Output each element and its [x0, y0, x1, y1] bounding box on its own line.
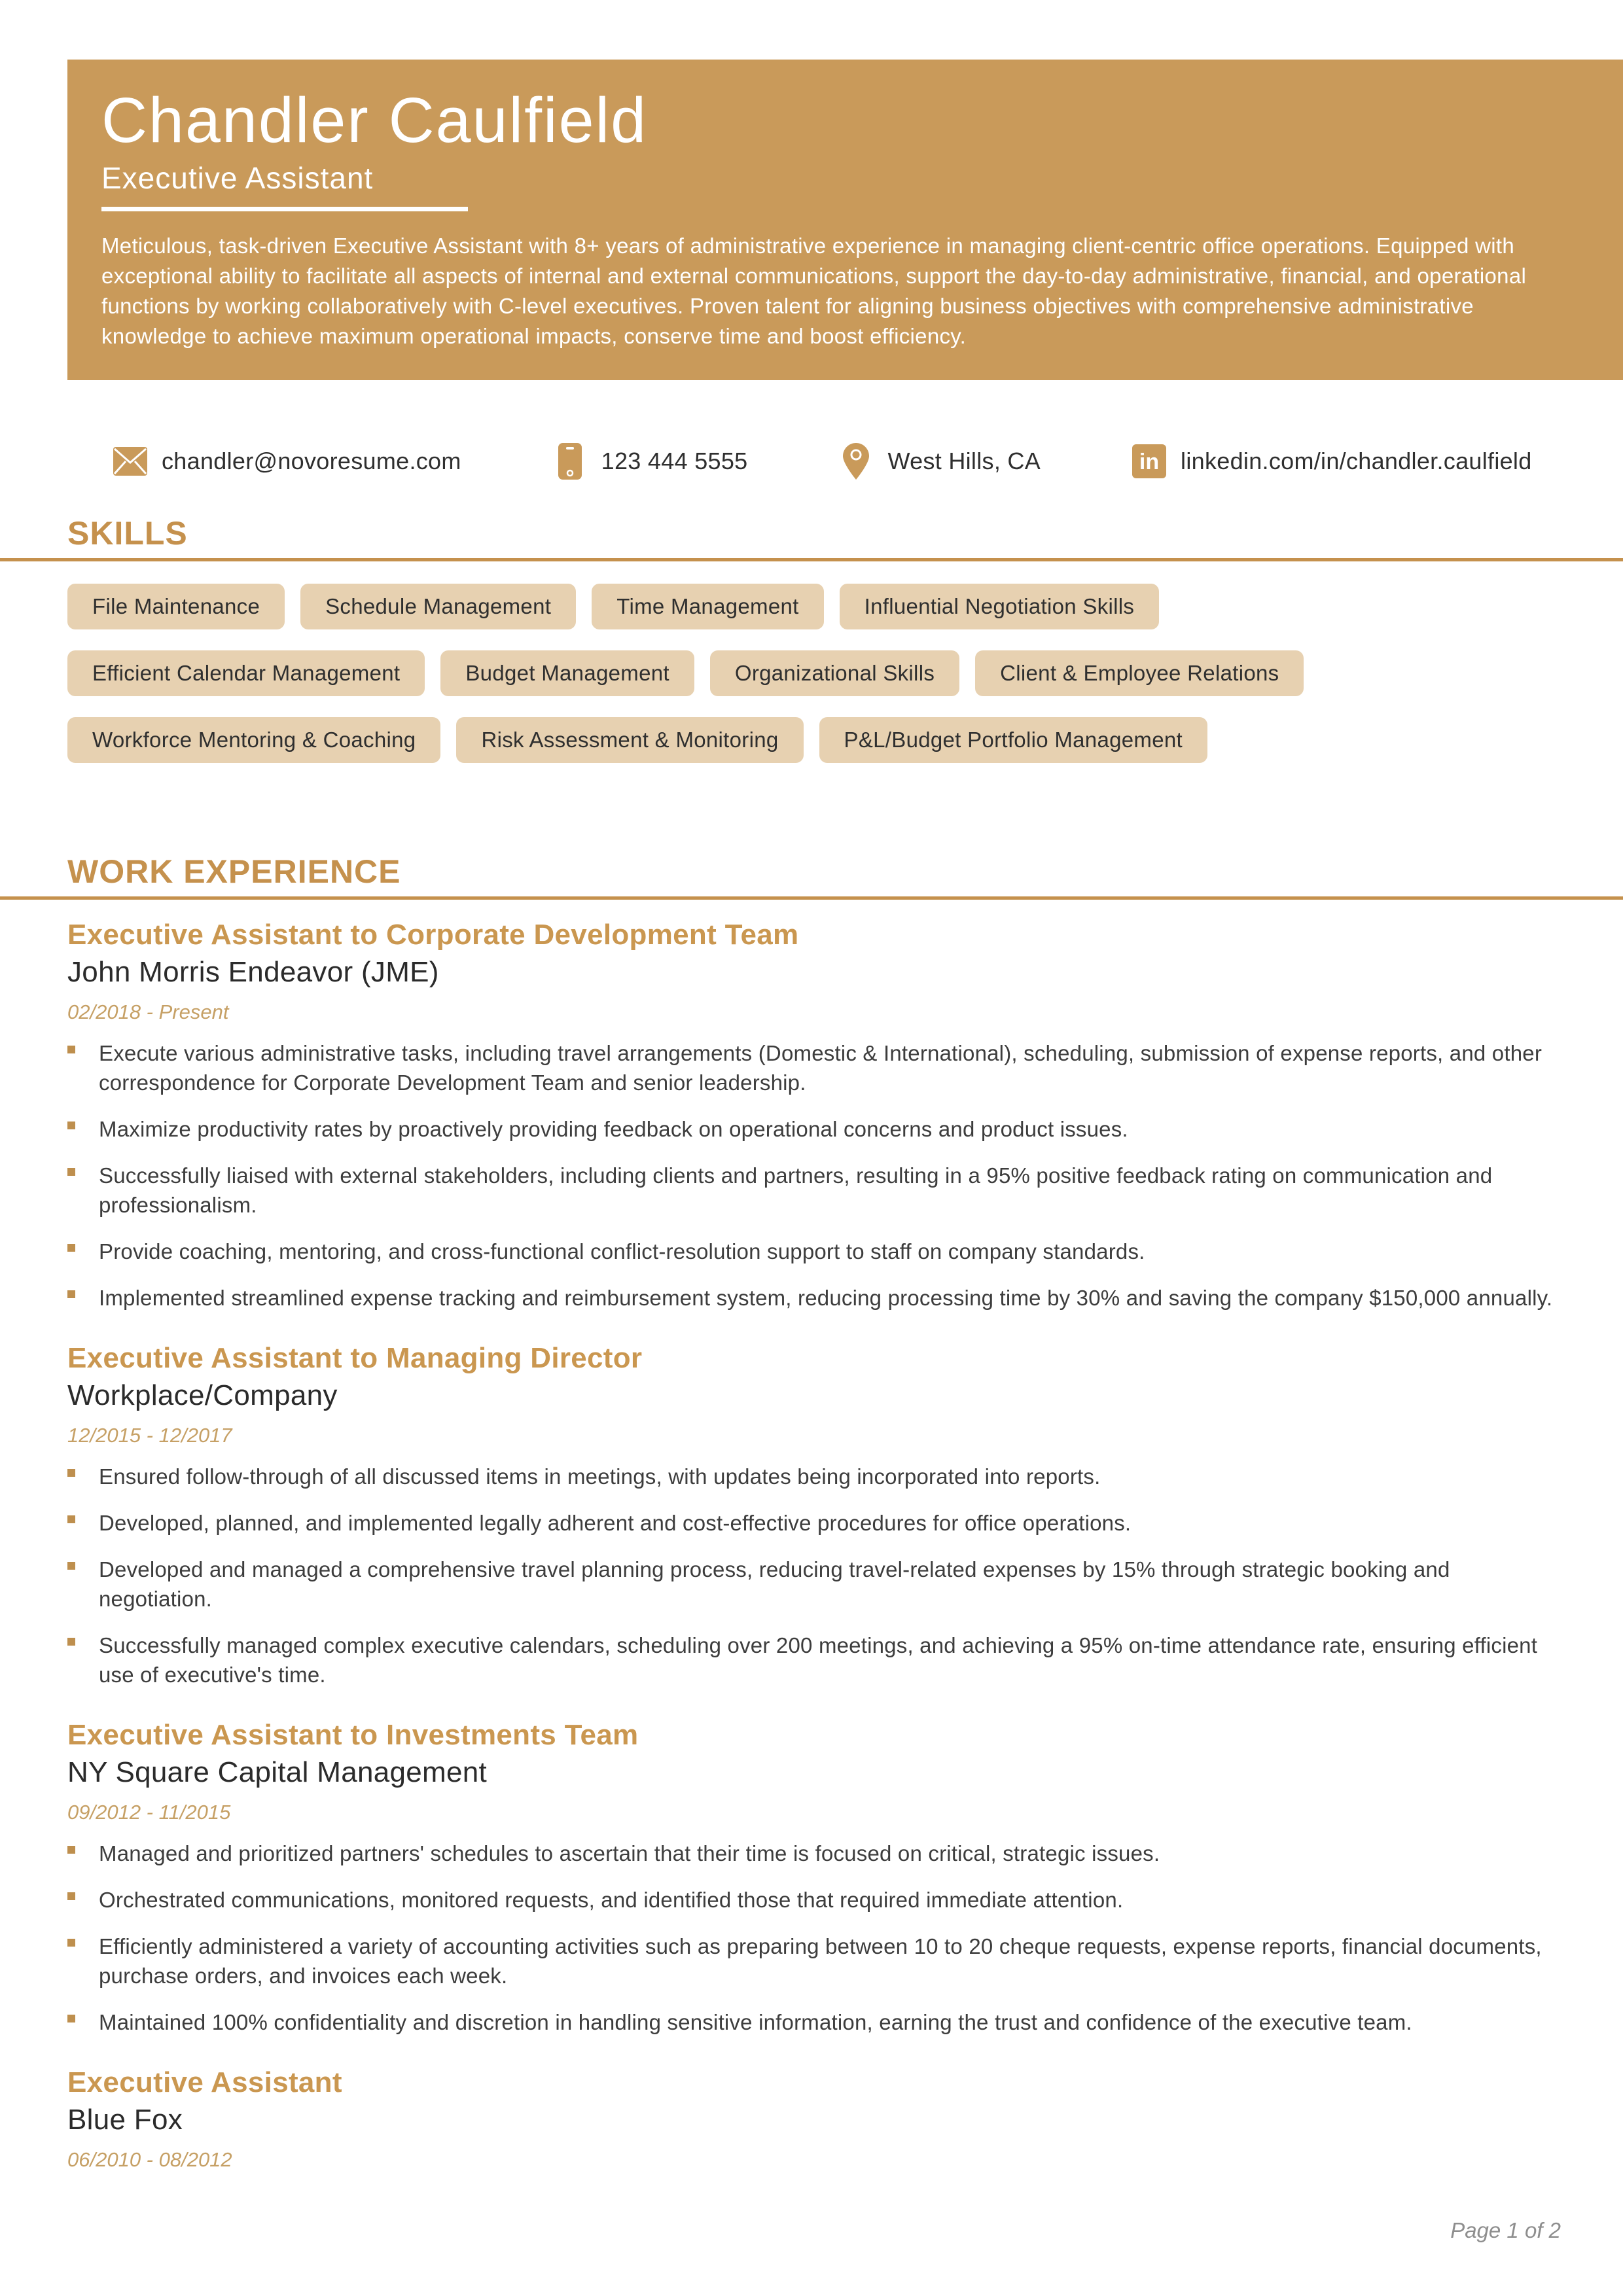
contact-linkedin-text: linkedin.com/in/chandler.caulfield [1181, 448, 1532, 474]
square-bullet-icon [67, 1939, 75, 1947]
skills-section [67, 515, 1564, 763]
job-title: Executive Assistant to Investments Team [67, 1719, 639, 1751]
skills-heading: SKILLS [67, 515, 188, 552]
skills-rule [0, 558, 1623, 561]
company-name: Blue Fox [67, 2104, 183, 2136]
contact-email[interactable] [113, 444, 461, 478]
date-range: 02/2018 - Present [67, 1000, 229, 1023]
skill-pill: Efficient Calendar Management [67, 650, 425, 696]
contact-linkedin[interactable] [1132, 444, 1532, 478]
skill-pill: P&L/Budget Portfolio Management [819, 717, 1207, 763]
job-bullet-text: Implemented streamlined expense tracking and reimbursement system, reducing processing time by 30% and saving the company $150,000 annually. [99, 1286, 1553, 1310]
contact-phone-text: 123 444 5555 [601, 448, 748, 474]
phone-icon [553, 444, 587, 478]
job-bullet-text: Developed, planned, and implemented legally adherent and cost-effective procedures for office operations. [99, 1511, 1132, 1535]
skill-pill: Organizational Skills [710, 650, 959, 696]
square-bullet-icon [67, 1168, 75, 1176]
job-bullet [67, 1161, 1564, 1220]
skill-pill: Time Management [592, 584, 823, 629]
skills-list [67, 584, 1566, 763]
job-bullet [67, 1839, 1564, 1868]
svg-text:in: in [1139, 450, 1160, 474]
job-bullet [67, 1885, 1564, 1915]
date-range: 12/2015 - 12/2017 [67, 1424, 232, 1447]
square-bullet-icon [67, 1846, 75, 1854]
job-bullet [67, 1038, 1564, 1097]
job-bullet-text: Provide coaching, mentoring, and cross-functional conflict-resolution support to staff on company standards. [99, 1239, 1145, 1263]
job-bullet-text: Successfully liaised with external stakeholders, including clients and partners, resulting in a 95% positive feedback rating on communication and professionalism. [99, 1163, 1493, 1217]
job-entry [67, 918, 1564, 1313]
person-job-title: Executive Assistant [101, 161, 374, 195]
job-title: Executive Assistant to Managing Director [67, 1342, 643, 1374]
date-range: 06/2010 - 08/2012 [67, 2148, 232, 2171]
job-title: Executive Assistant to Corporate Development Team [67, 919, 799, 951]
contact-location-text: West Hills, CA [887, 448, 1041, 474]
profile-summary: Meticulous, task-driven Executive Assistant with 8+ years of administrative experience in managing client-centric office operations. Equipped with exceptional ability to facilitate all aspects of internal and external communications, support the day-to-day administrative, financial, and operational functions by working collaboratively with C-level executives. Proven talent for aligning business objectives with comprehensive administrative knowledge to achieve maximum operational impacts, conserve time and boost efficiency. [101, 234, 1527, 348]
skill-pill: File Maintenance [67, 584, 285, 629]
job-bullet-text: Ensured follow-through of all discussed items in meetings, with updates being incorporated into reports. [99, 1464, 1101, 1489]
job-bullet [67, 2007, 1564, 2037]
job-bullet-list [67, 1839, 1564, 2037]
job-bullet [67, 1508, 1564, 1538]
skills-row [67, 584, 1566, 629]
company-name: Workplace/Company [67, 1379, 338, 1411]
skill-pill: Client & Employee Relations [975, 650, 1304, 696]
job-bullet [67, 1462, 1564, 1491]
square-bullet-icon [67, 1638, 75, 1646]
page-number: Page 1 of 2 [1450, 2218, 1561, 2242]
location-pin-icon [839, 444, 873, 478]
contact-phone [553, 444, 748, 478]
job-bullet-text: Managed and prioritized partners' schedules to ascertain that their time is focused on critical, strategic issues. [99, 1841, 1160, 1865]
job-bullet-text: Maintained 100% confidentiality and discretion in handling sensitive information, earning the trust and confidence of the executive team. [99, 2010, 1412, 2034]
job-title: Executive Assistant [67, 2066, 342, 2098]
job-bullet [67, 1114, 1564, 1144]
job-bullet [67, 1283, 1564, 1313]
work-experience-heading: WORK EXPERIENCE [67, 853, 401, 890]
job-bullet-text: Maximize productivity rates by proactively providing feedback on operational concerns and product issues. [99, 1117, 1128, 1141]
square-bullet-icon [67, 1892, 75, 1900]
contact-location [839, 444, 1041, 478]
job-entry [67, 1341, 1564, 1689]
job-bullet [67, 1631, 1564, 1689]
job-bullet-text: Orchestrated communications, monitored requests, and identified those that required immediate attention. [99, 1888, 1124, 1912]
job-bullet-text: Successfully managed complex executive calendars, scheduling over 200 meetings, and achieving a 95% on-time attendance rate, ensuring efficient use of executive's time. [99, 1633, 1538, 1687]
job-bullet [67, 1555, 1564, 1614]
work-experience-section [67, 853, 1564, 2173]
skills-row [67, 650, 1566, 696]
job-bullet-text: Efficiently administered a variety of accounting activities such as preparing between 10 to 20 cheque requests, expense reports, financial documents, purchase orders, and invoices each week. [99, 1934, 1542, 1988]
person-name: Chandler Caulfield [101, 84, 648, 156]
company-name: John Morris Endeavor (JME) [67, 956, 439, 988]
contact-email-text: chandler@novoresume.com [162, 448, 461, 474]
skills-row [67, 717, 1566, 763]
date-range: 09/2012 - 11/2015 [67, 1801, 231, 1824]
jobs-list [67, 918, 1564, 2173]
square-bullet-icon [67, 1122, 75, 1129]
square-bullet-icon [67, 1515, 75, 1523]
square-bullet-icon [67, 1469, 75, 1477]
contact-row [113, 444, 1564, 478]
job-bullet [67, 1237, 1564, 1266]
job-entry [67, 1718, 1564, 2037]
job-bullet-list [67, 1038, 1564, 1313]
work-experience-rule [0, 896, 1623, 900]
job-bullet-text: Developed and managed a comprehensive travel planning process, reducing travel-related expenses by 15% through strategic booking and negotiation. [99, 1557, 1450, 1611]
header-banner [67, 60, 1623, 380]
mail-icon [113, 444, 147, 478]
square-bullet-icon [67, 2015, 75, 2022]
square-bullet-icon [67, 1290, 75, 1298]
job-bullet-text: Execute various administrative tasks, including travel arrangements (Domestic & International), scheduling, submission of expense reports, and other correspondence for Corporate Development Team and senior leadership. [99, 1041, 1543, 1095]
square-bullet-icon [67, 1244, 75, 1252]
job-entry [67, 2066, 1564, 2173]
company-name: NY Square Capital Management [67, 1756, 488, 1788]
skill-pill: Budget Management [440, 650, 694, 696]
linkedin-icon [1132, 444, 1166, 478]
skill-pill: Risk Assessment & Monitoring [456, 717, 803, 763]
main-content [67, 410, 1564, 2202]
square-bullet-icon [67, 1046, 75, 1053]
job-bullet [67, 1932, 1564, 1990]
skill-pill: Workforce Mentoring & Coaching [67, 717, 440, 763]
job-bullet-list [67, 1462, 1564, 1689]
skill-pill: Schedule Management [300, 584, 576, 629]
square-bullet-icon [67, 1562, 75, 1570]
title-underline [101, 207, 468, 211]
skill-pill: Influential Negotiation Skills [840, 584, 1160, 629]
